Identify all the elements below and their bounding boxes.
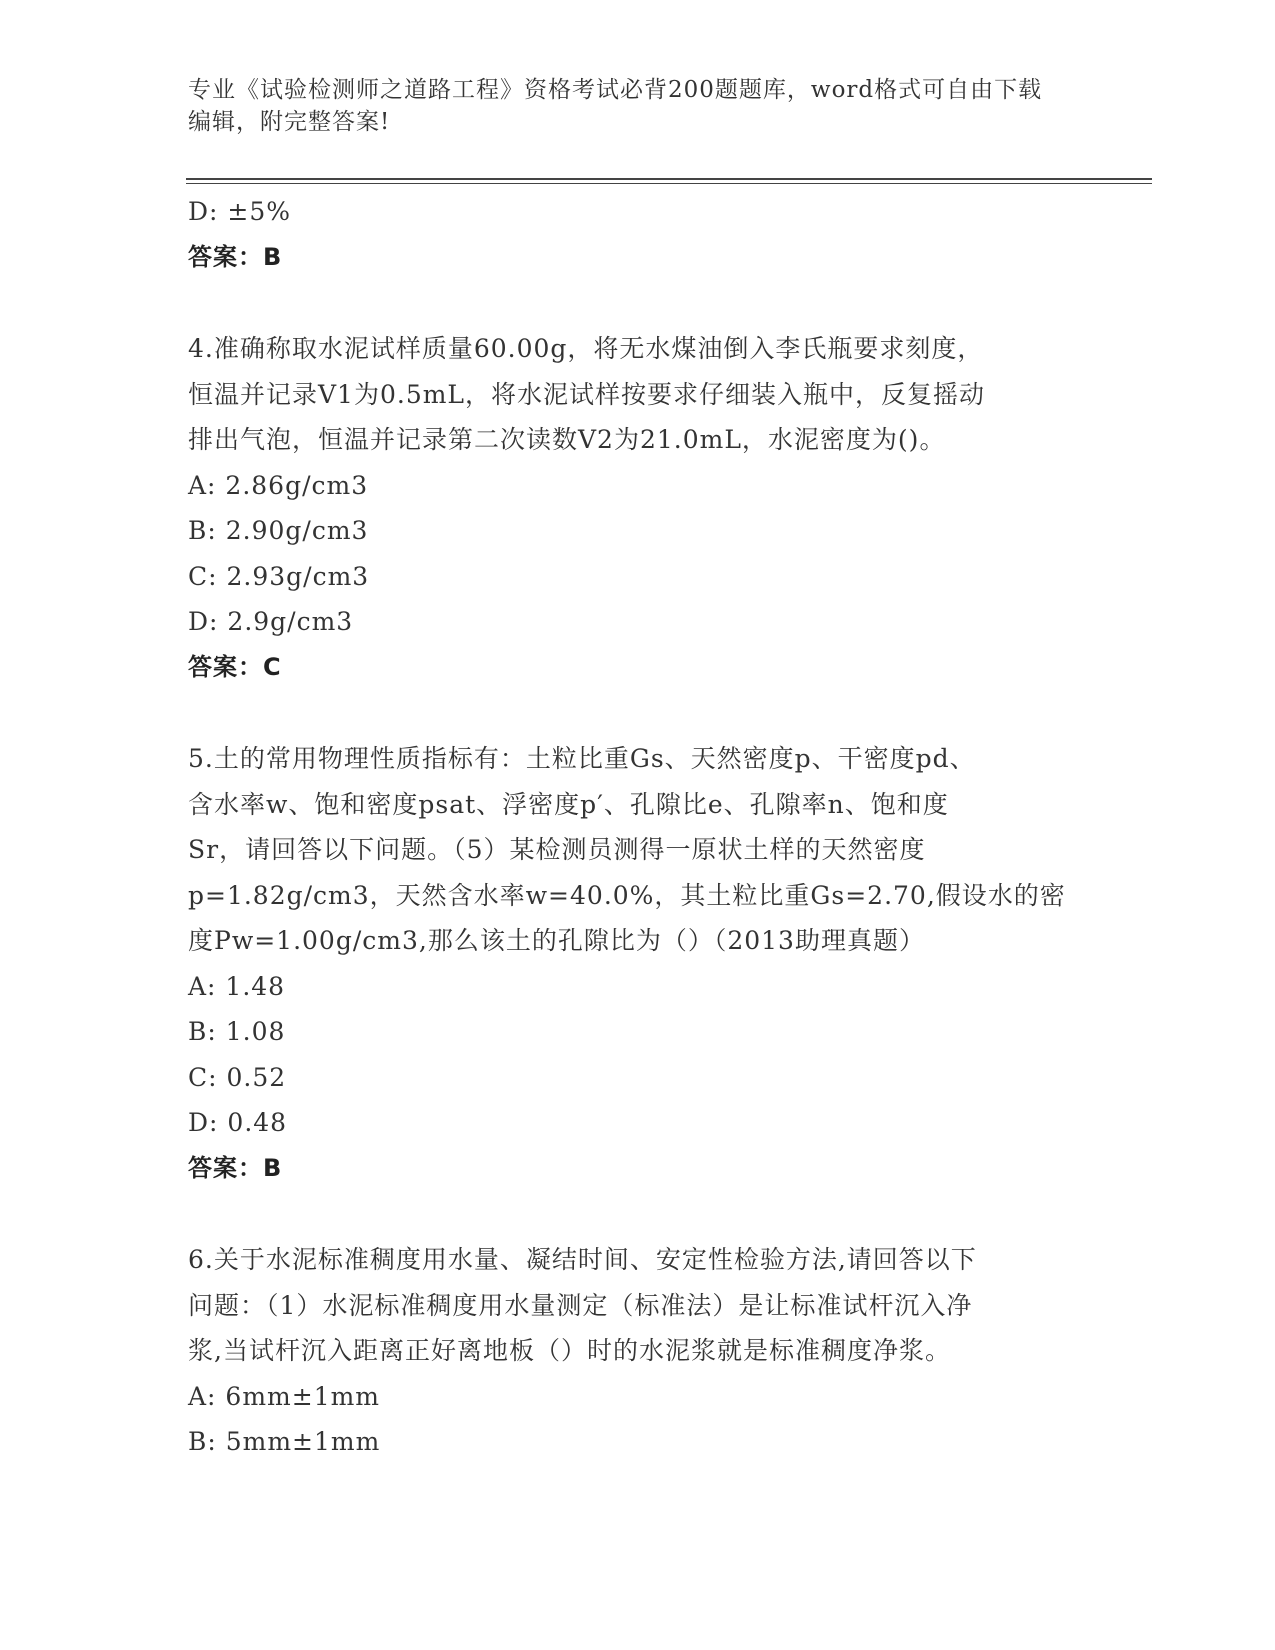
question-stem-line: 4.准确称取水泥试样质量60.00g，将无水煤油倒入李氏瓶要求刻度， [188, 334, 984, 363]
option-d: D: ±5% [188, 197, 292, 226]
question-stem-line: 问题：（1）水泥标准稠度用水量测定（标准法）是让标准试杆沉入净 [188, 1290, 973, 1320]
document-header [188, 74, 1088, 138]
question-stem-line: 浆,当试杆沉入距离正好离地板（）时的水泥浆就是标准稠度净浆。 [188, 1336, 951, 1365]
question-stem-line: p=1.82g/cm3，天然含水率w=40.0%，其土粒比重Gs=2.70,假设水的密 [188, 880, 1066, 910]
option-c: C: 0.52 [188, 1062, 287, 1092]
option-b: B: 2.90g/cm3 [188, 516, 369, 545]
question-stem-line: 5.土的常用物理性质指标有：土粒比重Gs、天然密度p、干密度pd、 [188, 744, 976, 773]
option-d: D: 2.9g/cm3 [188, 607, 354, 636]
answer: 答案：C [188, 652, 282, 681]
option-a: A: 1.48 [188, 971, 286, 1001]
spacer [188, 280, 1088, 326]
question-3-tail [188, 189, 1088, 280]
option-d: D: 0.48 [188, 1108, 288, 1137]
question-stem-line: 6.关于水泥标准稠度用水量、凝结时间、安定性检验方法,请回答以下 [188, 1245, 977, 1274]
option-c: C: 2.93g/cm3 [188, 561, 370, 591]
question-stem-line: 含水率w、饱和密度psat、浮密度p′、孔隙比e、孔隙率n、饱和度 [188, 789, 949, 819]
question-stem-line: 度Pw=1.00g/cm3,那么该土的孔隙比为（）（2013助理真题） [188, 926, 925, 955]
option-a: A: 2.86g/cm3 [188, 470, 369, 500]
option-a: A: 6mm±1mm [188, 1381, 381, 1411]
header-rule-thin [186, 183, 1152, 184]
question-stem-line: Sr，请回答以下问题。（5）某检测员测得一原状土样的天然密度 [188, 835, 926, 864]
header-line-2: 编辑，附完整答案! [188, 109, 391, 135]
spacer [188, 1191, 1088, 1237]
spacer [188, 690, 1088, 736]
question-stem-line: 排出气泡，恒温并记录第二次读数V2为21.0mL，水泥密度为()。 [188, 425, 946, 454]
answer: 答案：B [188, 242, 283, 271]
header-line-1: 专业《试验检测师之道路工程》资格考试必背200题题库，word格式可自由下载 [188, 77, 1043, 103]
option-b: B: 1.08 [188, 1017, 286, 1046]
header-rule-thick [186, 178, 1152, 180]
answer: 答案：B [188, 1153, 283, 1182]
question-4 [188, 326, 1088, 690]
question-stem-line: 恒温并记录V1为0.5mL，将水泥试样按要求仔细装入瓶中，反复摇动 [188, 379, 986, 409]
question-6 [188, 1237, 1088, 1465]
question-5 [188, 736, 1088, 1191]
option-b: B: 5mm±1mm [188, 1427, 381, 1456]
document-body [188, 189, 1088, 1465]
